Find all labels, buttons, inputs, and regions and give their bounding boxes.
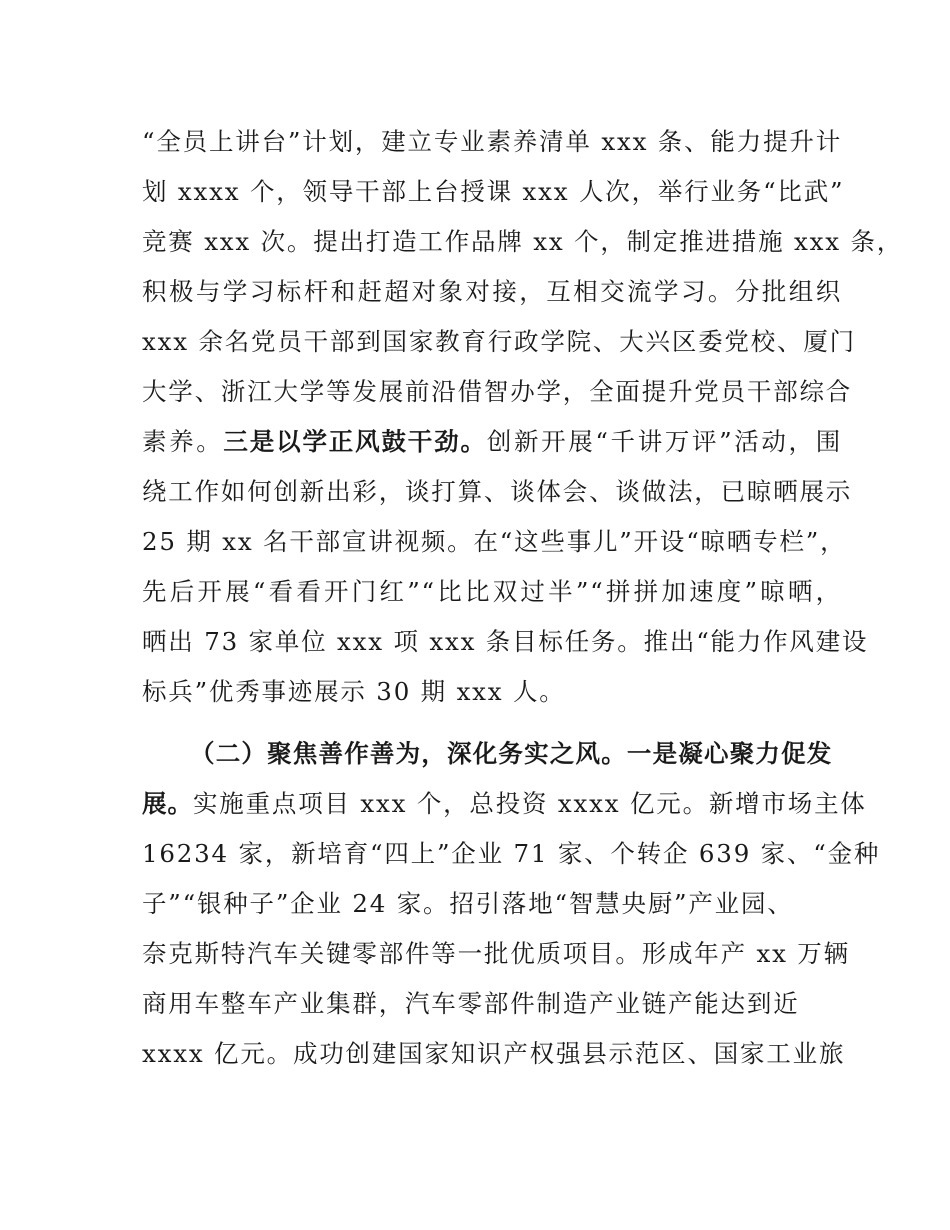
text-line [142,784,867,824]
text-run: 素养。 [142,427,224,456]
text-line: 标兵”优秀事迹展示 30 期 xxx 人。 [142,677,566,706]
section-heading-line: （二）聚焦善作善为，深化务实之风。一是凝心聚力促发 [190,739,833,768]
text-run: 实施重点项目 xxx 个，总投资 xxxx 亿元。新增市场主体 [193,789,867,818]
text-line: 大学、浙江大学等发展前沿借智办学，全面提升党员干部综合 [142,377,853,406]
text-line: 25 期 xx 名干部宣讲视频。在“这些事儿”开设“晾晒专栏”， [142,527,847,556]
text-line: 划 xxxx 个，领导干部上台授课 xxx 人次，举行业务“比武” [142,177,845,206]
bold-heading-run: 展。 [142,789,193,818]
text-line: “全员上讲台”计划，建立专业素养清单 xxx 条、能力提升计 [142,127,842,156]
text-line: 竞赛 xxx 次。提出打造工作品牌 xx 个，制定推进措施 xxx 条， [142,227,904,256]
text-line: 晒出 73 家单位 xxx 项 xxx 条目标任务。推出“能力作风建设 [142,627,869,656]
text-line: 16234 家，新培育“四上”企业 71 家、个转企 639 家、“金种 [142,839,881,868]
text-line: 绕工作如何创新出彩，谈打算、谈体会、谈做法，已晾晒展示 [142,477,853,506]
text-line: 子”“银种子”企业 24 家。招引落地“智慧央厨”产业园、 [142,889,794,918]
text-line: 商用车整车产业集群，汽车零部件制造产业链产能达到近 [142,989,800,1018]
bold-heading-run: 三是以学正风鼓干劲。 [223,427,487,456]
text-line [142,422,842,462]
text-line: xxx 余名党员干部到国家教育行政学院、大兴区委党校、厦门 [142,327,856,356]
text-line: 先后开展“看看开门红”“比比双过半”“拼拼加速度”晾晒， [142,577,842,606]
text-run: 创新开展“千讲万评”活动，围 [486,427,842,456]
text-line: 奈克斯特汽车关键零部件等一批优质项目。形成年产 xx 万辆 [142,939,850,968]
text-line: 积极与学习标杆和赶超对象对接，互相交流学习。分批组织 [142,277,842,306]
text-line: xxxx 亿元。成功创建国家知识产权强县示范区、国家工业旅 [142,1039,846,1068]
